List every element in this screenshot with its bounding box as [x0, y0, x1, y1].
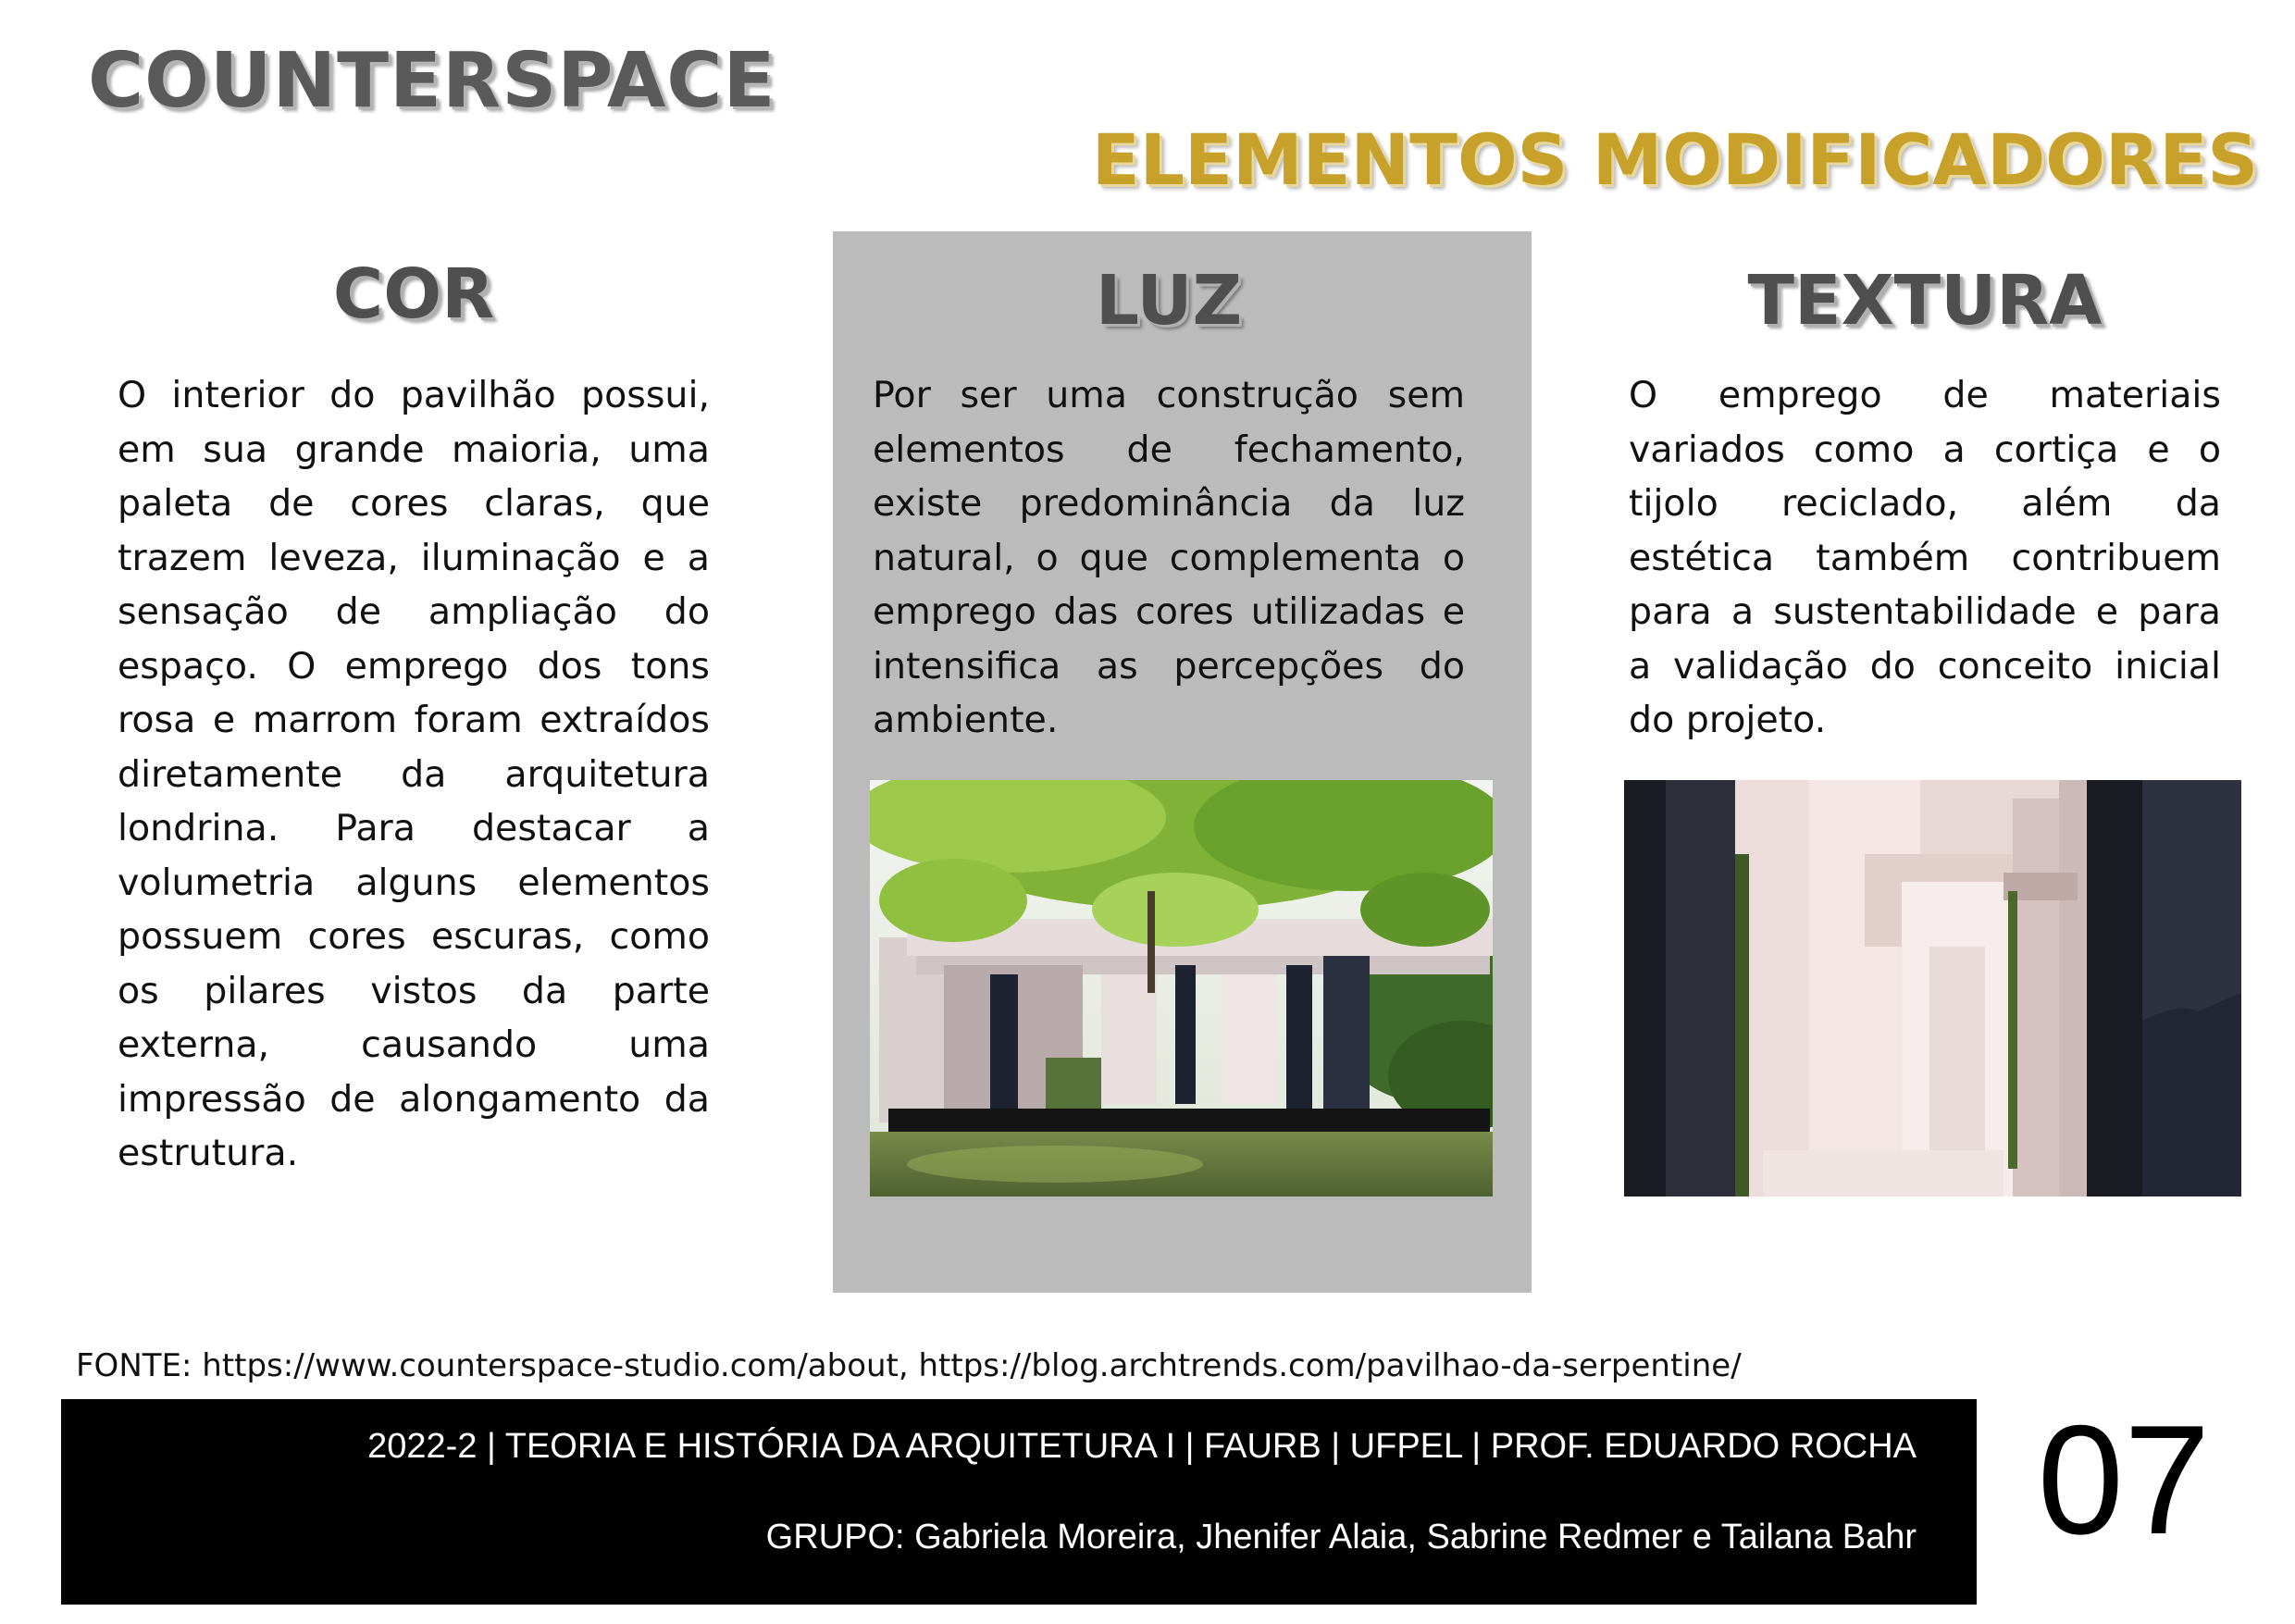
source-credits: FONTE: https://www.counterspace-studio.com/about, https://blog.archtrends.com/pavilhao-da-serpentine/	[76, 1347, 1742, 1384]
cor-text: O interior do pavilhão possui, em sua grande maioria, uma paleta de cores claras, que trazem leveza, iluminação e a sensação de ampliação do espaço. O emprego dos tons rosa e marrom foram extraídos diretamente da arquitetura londrina. Para destacar a volumetria alguns elementos possuem cores escuras, como os pilares vistos da parte externa, causando uma impressão de alongamento da estrutura.	[118, 374, 710, 1174]
luz-title: LUZ	[1095, 261, 1243, 341]
pavilion-columns-photo	[1624, 780, 2241, 1196]
luz-text: Por ser uma construção sem elementos de fechamento, existe predominância da luz natural, o que complementa o emprego das cores utilizadas e intensifica as percepções do ambiente.	[873, 374, 1465, 741]
cor-title: COR	[332, 254, 495, 334]
page-number: 07	[2037, 1393, 2211, 1567]
course-info: 2022-2 | TEORIA E HISTÓRIA DA ARQUITETURA I | FAURB | UFPEL | PROF. EDUARDO ROCHA	[367, 1427, 1917, 1466]
textura-title: TEXTURA	[1747, 261, 2103, 341]
brand-title: COUNTERSPACE	[88, 37, 776, 125]
textura-text: O emprego de materiais variados como a cortiça e o tijolo reciclado, além da estética também contribuem para a sustentabilidade e para a validação do conceito inicial do projeto.	[1629, 374, 2221, 741]
footer-bar	[61, 1399, 1977, 1605]
group-members: GRUPO: Gabriela Moreira, Jhenifer Alaia, Sabrine Redmer e Tailana Bahr	[765, 1518, 1917, 1556]
pavilion-tree-photo	[870, 780, 1493, 1196]
section-subtitle: ELEMENTOS MODIFICADORES	[1091, 118, 2258, 201]
